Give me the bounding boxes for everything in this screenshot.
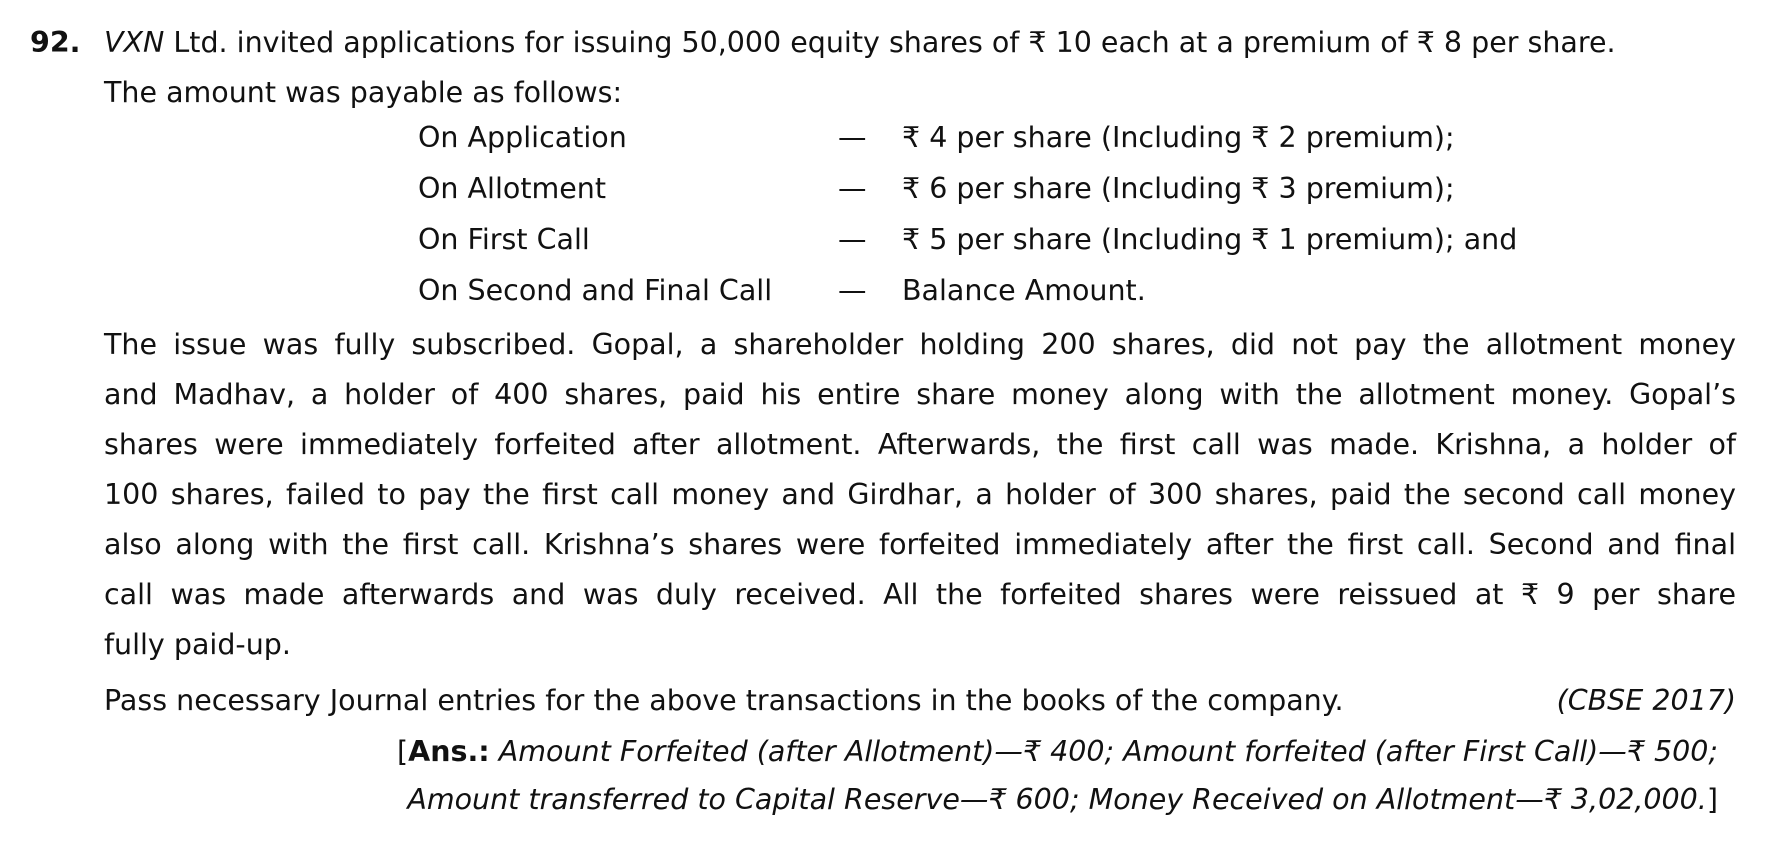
company-name: VXN	[104, 26, 165, 59]
question-number: 92.	[30, 26, 81, 59]
schedule-detail: ₹ 5 per share (Including ₹ 1 premium); and	[902, 223, 1518, 256]
answer-text-2: Amount transferred to Capital Reserve—₹ 600; Money Received on Allotment—₹ 3,02,000.	[407, 783, 1707, 816]
question-intro-line	[30, 18, 1740, 68]
answer-label: Ans.:	[408, 735, 490, 768]
paragraph-line: and Madhav, a holder of 400 shares, paid his entire share money along with the allotment money. Gopal’s	[104, 378, 1736, 411]
paragraph-line: call was made afterwards and was duly received. All the forfeited shares were reissued at ₹ 9 per share	[104, 578, 1736, 611]
instruction-line	[104, 676, 1736, 726]
paragraph-line: 100 shares, failed to pay the first call money and Girdhar, a holder of 300 shares, paid the second call money	[104, 478, 1736, 511]
schedule-label: On Second and Final Call	[418, 274, 773, 307]
paragraph-line: The issue was fully subscribed. Gopal, a shareholder holding 200 shares, did not pay the allotment money	[104, 328, 1736, 361]
payment-schedule	[418, 112, 1518, 316]
intro-text: Ltd. invited applications for issuing 50,000 equity shares of ₹ 10 each at a premium of ₹ 8 per share.	[164, 26, 1616, 59]
schedule-row-final-call	[418, 265, 1518, 316]
schedule-dash: —	[838, 121, 867, 154]
instruction-text: Pass necessary Journal entries for the above transactions in the books of the company.	[104, 684, 1344, 717]
answer-line-1	[318, 728, 1718, 776]
paragraph-line: shares were immediately forfeited after allotment. Afterwards, the first call was made. Krishna, a holder of	[104, 428, 1736, 461]
schedule-detail: ₹ 4 per share (Including ₹ 2 premium);	[902, 121, 1455, 154]
schedule-label: On First Call	[418, 223, 590, 256]
schedule-detail: ₹ 6 per share (Including ₹ 3 premium);	[902, 172, 1455, 205]
answer-text-1: Amount Forfeited (after Allotment)—₹ 400; Amount forfeited (after First Call)—₹ 500;	[489, 735, 1718, 768]
schedule-dash: —	[838, 274, 867, 307]
schedule-detail: Balance Amount.	[902, 274, 1146, 307]
schedule-label: On Application	[418, 121, 627, 154]
paragraph-line: fully paid-up.	[104, 628, 291, 661]
schedule-dash: —	[838, 223, 867, 256]
schedule-row-application	[418, 112, 1518, 163]
exam-reference: (CBSE 2017)	[1556, 684, 1736, 717]
answer-open-bracket: [	[397, 735, 409, 768]
answer-line-2	[318, 776, 1718, 824]
answer-close-bracket: ]	[1706, 783, 1718, 816]
schedule-dash: —	[838, 172, 867, 205]
schedule-row-first-call	[418, 214, 1518, 265]
intro-line-2: The amount was payable as follows:	[104, 76, 623, 109]
schedule-label: On Allotment	[418, 172, 607, 205]
paragraph-line: also along with the first call. Krishna’s shares were forfeited immediately after the first call. Second and final	[104, 528, 1736, 561]
schedule-row-allotment	[418, 163, 1518, 214]
